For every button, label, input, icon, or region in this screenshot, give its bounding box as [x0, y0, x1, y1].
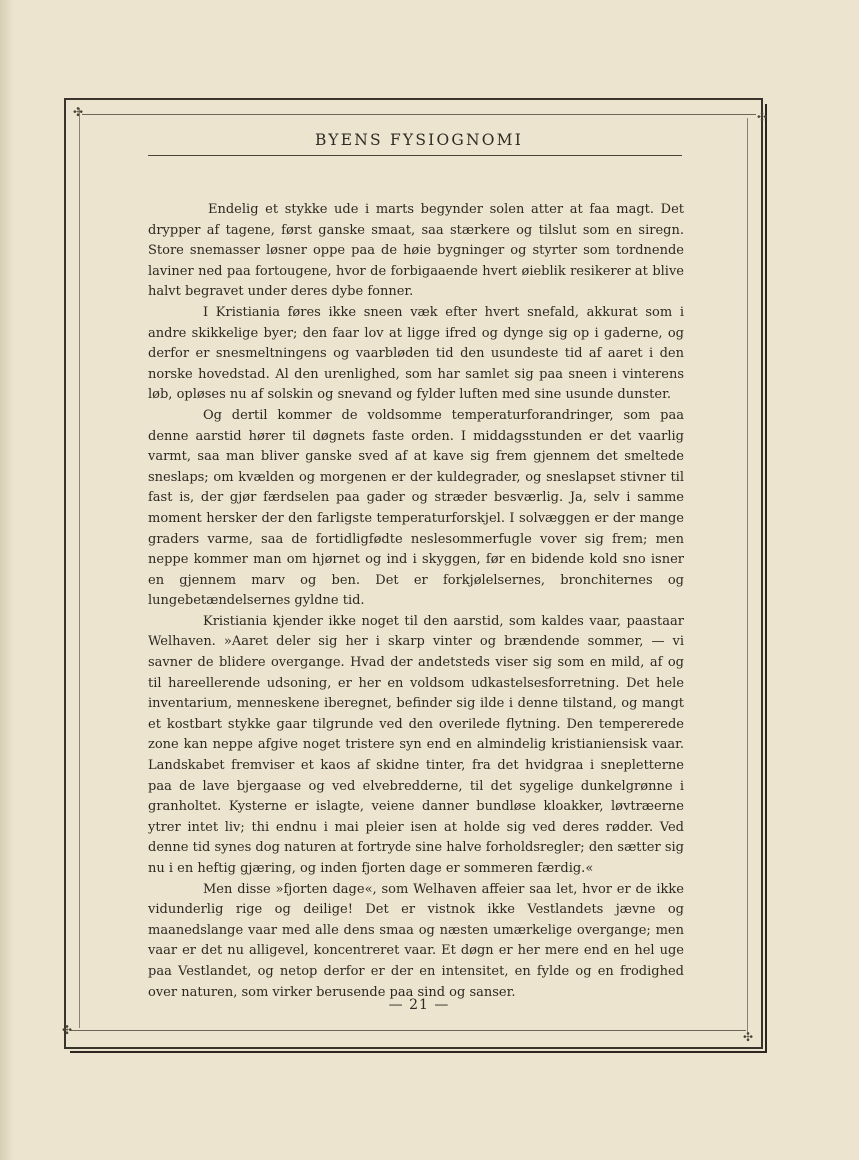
- body-text: [148, 200, 684, 1003]
- heading-rule: [148, 155, 682, 156]
- corner-ornament-icon: ✣: [72, 105, 84, 119]
- frame-rule-left: [79, 108, 80, 1028]
- frame-rule-bottom: [70, 1030, 746, 1031]
- corner-ornament-icon: ✣: [61, 1023, 73, 1037]
- paragraph: Kristiania kjender ikke noget til den aarstid, som kaldes vaar, paastaar Welhaven. »Aaret deler sig her i skarp vinter og brændende sommer, — vi savner de blidere overgange. Hvad der andetsteds viser sig som en mild, af og til hareellerende udsoning, er her en voldsom udkastelsesforretning. Det hele inventarium, menneskene iberegnet, befinder sig ilde i denne tilstand, og mangt et kostbart stykke gaar tilgrunde ved den overilede flytning. Den tempererede zone kan neppe afgive noget tristere syn end en almindelig kristianiensisk vaar. Landskabet fremviser et kaos af skidne tinter, fra det hvidgraa i snepletterne paa de lave bjergaase og ved elvebredderne, til det sygelige dunkelgrønne i granholtet. Kysterne er islagte, veiene danner bundløse kloakker, løvtræerne ytrer intet liv; thi endnu i mai pleier isen at holde sig ved deres rødder. Ved denne tid synes dog naturen at fortryde sine halve forholdsregler; den sætter sig nu i en heftig gjæring, og inden fjorten dage er sommeren færdig.«: [148, 613, 684, 876]
- paragraph: I Kristiania føres ikke sneen væk efter hvert snefald, akkurat som i andre skikkelige byer; den faar lov at ligge ifred og dynge sig op i gaderne, og derfor er snesmeltningens og vaarbløden tid den usundeste tid af aaret i den norske hovedstad. Al den urenlighed, som har samlet sig paa sneen i vinterens løb, opløses nu af solskin og snevand og fylder luften med sine usunde dunster.: [148, 304, 684, 403]
- frame-rule-top: [82, 114, 756, 115]
- page-number: — 21 —: [388, 997, 450, 1013]
- frame-rule-right: [747, 118, 748, 1033]
- paragraph: Endelig et stykke ude i marts begynder solen atter at faa magt. Det drypper af tagene, først ganske smaat, saa stærkere og tilslut som en siregn. Store snemasser løsner oppe paa de høie bygninger og styrter som tordnende laviner ned paa fortougene, hvor de forbigaaende hvert øieblik resikerer at blive halvt begravet under deres dybe fonner.: [148, 202, 684, 300]
- corner-ornament-icon: ✣: [756, 110, 768, 124]
- binding-shadow: [0, 0, 14, 1160]
- paragraph: Men disse »fjorten dage«, som Welhaven affeier saa let, hvor er de ikke vidunderlig rige og deilige! Det er vistnok ikke Vestlandets jævne og maanedslange vaar med alle dens smaa og næsten umærkelige overgange; men vaar er det nu alligevel, koncentreret vaar. Et døgn er her mere end en hel uge paa Vestlandet, og netop derfor er der en intensitet, en fylde og en frodighed over naturen, som virker berusende paa sind og sanser.: [148, 881, 684, 1000]
- page-heading: BYENS FYSIOGNOMI: [314, 131, 524, 149]
- paragraph: Og dertil kommer de voldsomme temperaturforandringer, som paa denne aarstid hører til døgnets faste orden. I middagsstunden er det vaarlig varmt, saa man bliver ganske sved af at kave sig frem gjennem det smeltede sneslaps; om kvælden og morgenen er der kuldegrader, og sneslapset stivner til fast is, der gjør færdselen paa gader og stræder besværlig. Ja, selv i samme moment hersker der den farligste temperaturforskjel. I solvæggen er der mange graders varme, saa de fortidligfødte neslesommerfugle vover sig frem; men neppe kommer man om hjørnet og ind i skyggen, før en bidende kold sno isner en gjennem marv og ben. Det er forkjølelsernes, bronchiternes og lungebetændelsernes gyldne tid.: [148, 407, 684, 609]
- corner-ornament-icon: ✣: [742, 1030, 754, 1044]
